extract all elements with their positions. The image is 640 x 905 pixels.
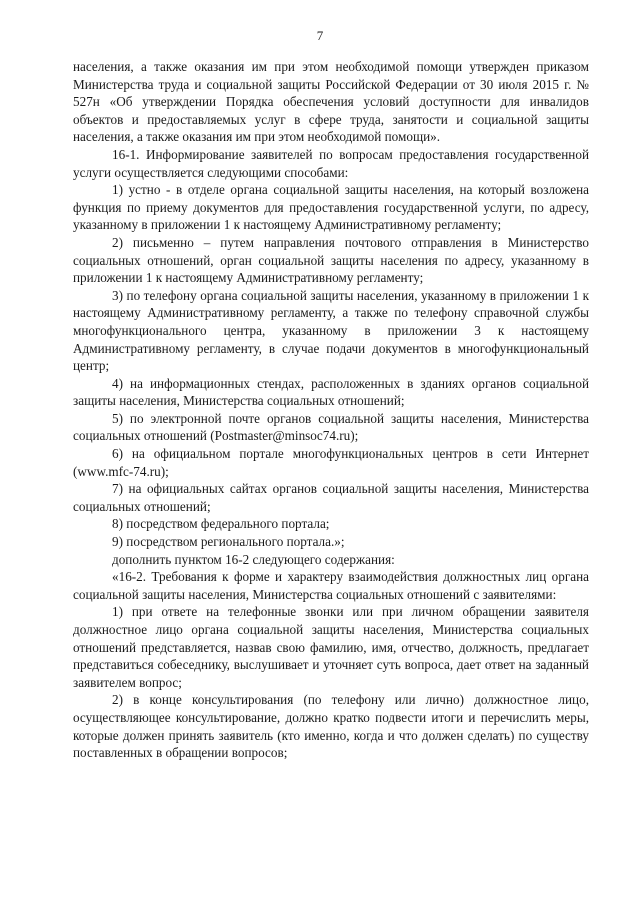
list-item-4: 4) на информационных стендах, расположенных в зданиях органов социальной защиты населения, Министерства социальных отношений; [73, 375, 589, 409]
list-item-5: 5) по электронной почте органов социальной защиты населения, Министерства социальных отношений (Postmaster@minsoc74.ru); [73, 410, 589, 444]
requirement-item-1: 1) при ответе на телефонные звонки или при личном обращении заявителя должностное лицо органа социальной защиты населения, Министерства социальных отношений представляется, назвав свою фамилию, имя, отчество, должность, предлагает представиться собеседнику, выслушивает и уточняет суть вопроса, дает ответ на заданный заявителем вопрос; [73, 604, 589, 690]
list-item-3: 3) по телефону органа социальной защиты населения, указанному в приложении 1 к настоящему Административному регламенту, а также по телефону справочной службы многофункционального центра, указанному в приложении 3 к настоящему Административному регламенту, в случае подачи документов в многофункциональный центр; [73, 287, 589, 374]
document-body [73, 58, 589, 762]
paragraph-16-1-heading: 16-1. Информирование заявителей по вопросам предоставления государственной услуги осуществляется следующими способами: [73, 146, 589, 180]
list-item-2: 2) письменно – путем направления почтового отправления в Министерство социальных отношений, орган социальной защиты населения по адресу, указанному в приложении 1 к настоящему Административному регламенту; [73, 234, 589, 286]
list-item-1: 1) устно - в отделе органа социальной защиты населения, на который возложена функция по приему документов для предоставления государственной услуги, по адресу, указанному в приложении 1 к настоящему Административному регламенту; [73, 182, 589, 233]
list-item-9: 9) посредством регионального портала.»; [112, 534, 345, 550]
paragraph-16-2-heading: «16-2. Требования к форме и характеру взаимодействия должностных лиц органа социальной защиты населения, Министерства социальных отношений с заявителями: [73, 569, 589, 602]
amendment-instruction: дополнить пунктом 16-2 следующего содержания: [112, 551, 395, 567]
page-number: 7 [316, 28, 324, 43]
requirement-item-2: 2) в конце консультирования (по телефону или лично) должностное лицо, осуществляющее консультирование, должно кратко подвести итоги и перечислить меры, которые должен принять заявитель (кто именно, когда и что должен сделать) по существу поставленных в обращении вопросов; [73, 692, 589, 761]
list-item-7: 7) на официальных сайтах органов социальной защиты населения, Министерства социальных отношений; [73, 481, 589, 514]
list-item-8: 8) посредством федерального портала; [112, 516, 330, 532]
list-item-6: 6) на официальном портале многофункциональных центров в сети Интернет (www.mfc-74.ru); [73, 446, 589, 479]
paragraph-continuation: населения, а также оказания им при этом необходимой помощи утвержден приказом Министерства труда и социальной защиты Российской Федерации от 30 июля 2015 г. № 527н «Об утверждении Порядка обеспечения условий доступности для инвалидов объектов и предоставляемых услуг в сфере труда, занятости и социальной защиты населения, а также оказания им при этом необходимой помощи». [73, 59, 589, 145]
